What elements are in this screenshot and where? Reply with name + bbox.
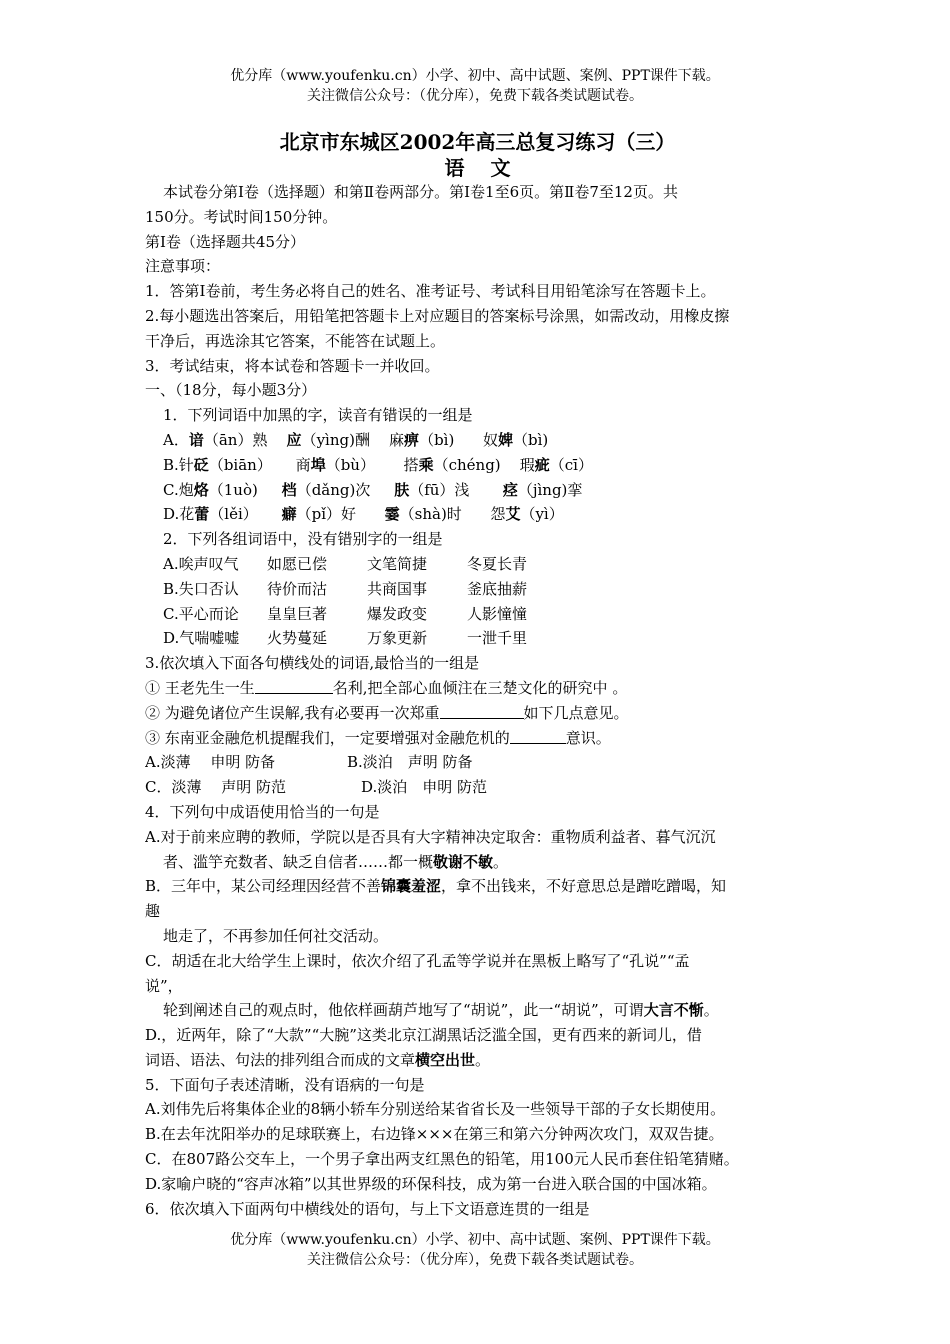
q1-c-char-4: 痉 — [502, 480, 518, 499]
q1-c-pinyin-3: （fū）浅 — [409, 480, 470, 499]
header-line-2: 关注微信公众号：（优分库），免费下载各类试题试卷。 — [307, 88, 643, 104]
q2-a-2: 如愿已偿 — [267, 554, 328, 573]
q4-d-idiom: 横空出世 — [415, 1050, 476, 1069]
q1-a-prefix: A． — [163, 430, 189, 449]
q4-d-end: 。 — [475, 1050, 491, 1069]
q3-sentence-3 — [145, 726, 810, 751]
q4-b-rest: ，拿不出钱来，不好意思总是蹭吃蹭喝，知 — [441, 877, 727, 896]
q4-option-b-1 — [145, 874, 810, 899]
q2-b-2: 待价而沽 — [267, 579, 328, 598]
header-line-1: 优分库（www.youfenku.cn）小学、初中、高中试题、案例、PPT课件下载。 — [230, 68, 720, 84]
q4-b-text: B．三年中，某公司经理因经营不善 — [145, 877, 382, 896]
q4-b-idiom: 锦囊羞涩 — [381, 877, 442, 896]
q4-a-idiom: 敬谢不敏 — [433, 852, 494, 871]
q4-c-text: 轮到阐述自己的观点时，他依样画葫芦地写了“胡说”，此一“胡说”，可谓 — [163, 1001, 644, 1020]
footer-line-1: 优分库（www.youfenku.cn）小学、初中、高中试题、案例、PPT课件下载。 — [230, 1232, 720, 1248]
q3-s2-start: ② 为避免诸位产生误解,我有必要再一次郑重 — [145, 703, 440, 722]
q1-d-char-1: 蕾 — [194, 505, 210, 524]
q1-b-pinyin-2: （bù） — [325, 455, 375, 474]
q1-d-char-2: 癖 — [281, 505, 297, 524]
q5-option-b: B.在去年沈阳举办的足球联赛上，右边锋×××在第三和第六分钟两次攻门，双双告捷。 — [145, 1125, 724, 1144]
q1-d-char-4: 艾 — [505, 505, 521, 524]
q3-sentence-2 — [145, 701, 810, 726]
q1-a-pinyin-1: （ān）熟 — [203, 430, 268, 449]
q3-s3-start: ③ 东南亚金融危机提醒我们，一定要增强对金融危机的 — [145, 728, 510, 747]
q1-c-char-1: 烙 — [193, 480, 209, 499]
q1-b-prefix: B.针 — [163, 455, 194, 474]
q1-option-b — [145, 453, 810, 478]
q4-option-d-2 — [145, 1048, 810, 1073]
q1-a-char-4: 婢 — [497, 430, 513, 449]
q1-option-d — [145, 502, 810, 527]
q2-a-1: A.唉声叹气 — [163, 554, 239, 573]
exam-title: 北京市东城区2002年高三总复习练习（三） — [279, 130, 676, 154]
q2-option-b — [145, 577, 810, 602]
q2-b-4: 釜底抽薪 — [467, 579, 528, 598]
q1-b-pre-4: 瑕 — [519, 455, 535, 474]
q1-a-char-1: 谙 — [188, 430, 204, 449]
q3-s2-end: 如下几点意见。 — [523, 703, 629, 722]
q4-a-end: 。 — [493, 852, 509, 871]
q3-s1-start: ① 王老先生一生 — [145, 678, 255, 697]
q1-b-char-4: 疵 — [534, 455, 550, 474]
q3-s1-end: 名利,把全部心血倾注在三楚文化的研究中 。 — [332, 678, 628, 697]
q4-c-idiom: 大言不惭 — [643, 1001, 704, 1020]
q3-stem: 3.依次填入下面各句横线处的词语,最恰当的一组是 — [145, 654, 480, 673]
q1-d-pinyin-3: （shà)时 — [399, 505, 462, 524]
exam-subject: 语文 — [444, 156, 537, 180]
part1-title: 第Ⅰ卷（选择题共45分） — [145, 232, 306, 251]
q1-a-char-3: 痹 — [404, 430, 420, 449]
q2-c-2: 皇皇巨著 — [267, 604, 328, 623]
q4-d-text: 词语、语法、句法的排列组合而成的文章 — [145, 1050, 416, 1069]
q5-option-c: C．在807路公交车上，一个男子拿出两支红黑色的铅笔，用100元人民币套住铅笔猜赌。 — [145, 1150, 739, 1169]
q2-b-1: B.失口否认 — [163, 579, 239, 598]
q6-stem: 6．依次填入下面两句中横线处的语句，与上下文语意连贯的一组是 — [145, 1199, 590, 1218]
q4-option-a-2 — [145, 850, 810, 875]
q1-a-char-2: 应 — [286, 430, 302, 449]
q1-b-pinyin-1: （biān） — [208, 455, 272, 474]
q1-c-char-3: 肤 — [394, 480, 410, 499]
q1-option-c — [145, 478, 810, 503]
q1-b-pinyin-4: （cī） — [549, 455, 593, 474]
q1-d-pre-4: 怨 — [490, 505, 506, 524]
q5-option-d: D.家喻户晓的“容声冰箱”以其世界级的环保科技，成为第一台进入联合国的中国冰箱。 — [145, 1174, 717, 1193]
q1-c-prefix: C.炮 — [163, 480, 194, 499]
q3-blank-2 — [440, 702, 524, 719]
intro-line-1: 本试卷分第Ⅰ卷（选择题）和第Ⅱ卷两部分。第Ⅰ卷1至6页。第Ⅱ卷7至12页。共 — [163, 183, 678, 201]
q2-option-c — [145, 602, 810, 627]
note-2-cont: 干净后，再选涂其它答案，不能答在试题上。 — [145, 331, 446, 350]
q1-a-pinyin-3: （bì) — [419, 430, 455, 449]
footer-line-2: 关注微信公众号：（优分库），免费下载各类试题试卷。 — [307, 1252, 643, 1268]
exam-content — [145, 128, 810, 1221]
q1-d-pinyin-2: （pǐ）好 — [296, 505, 357, 524]
q2-d-3: 万象更新 — [367, 629, 428, 648]
q2-stem: 2．下列各组词语中，没有错别字的一组是 — [163, 530, 443, 549]
q2-option-a — [145, 552, 810, 577]
q3-blank-3 — [510, 727, 566, 744]
page-footer — [0, 1230, 950, 1270]
q4-option-c-1: C．胡适在北大给学生上课时，依次介绍了孔孟等学说并在黑板上略写了“孔说”“孟 — [145, 951, 690, 970]
q1-b-char-3: 乘 — [418, 455, 434, 474]
section-1-title: 一、（18分，每小题3分） — [145, 381, 317, 400]
q5-stem: 5．下面句子表述清晰，没有语病的一句是 — [145, 1075, 425, 1094]
q3-option-b: B.淡泊 声明 防备 — [347, 753, 473, 772]
q1-option-a — [145, 428, 810, 453]
q3-option-d: D.淡泊 申明 防范 — [361, 778, 488, 797]
q3-option-a: A.淡薄 申明 防备 — [145, 753, 276, 772]
q2-a-3: 文笔简捷 — [367, 554, 428, 573]
notes-title: 注意事项： — [145, 257, 221, 276]
q3-options-cd — [145, 775, 810, 800]
q4-stem: 4．下列句中成语使用恰当的一句是 — [145, 802, 380, 821]
q1-d-pinyin-4: （yì） — [520, 505, 564, 524]
q5-option-a: A.刘伟先后将集体企业的8辆小轿车分别送给某省省长及一些领导干部的子女长期使用。 — [145, 1100, 726, 1119]
q1-b-char-2: 埠 — [310, 455, 326, 474]
q1-b-pre-2: 商 — [295, 455, 311, 474]
q2-a-4: 冬夏长青 — [467, 554, 528, 573]
q1-c-char-2: 档 — [281, 480, 297, 499]
q3-option-c: C．淡薄 声明 防范 — [145, 778, 287, 797]
q1-stem: 1．下列词语中加黑的字，读音有错误的一组是 — [163, 406, 473, 425]
note-1: 1．答第Ⅰ卷前，考生务必将自己的姓名、准考证号、考试科目用铅笔涂写在答题卡上。 — [145, 282, 716, 301]
note-3: 3．考试结束，将本试卷和答题卡一并收回。 — [145, 356, 440, 375]
note-2: 2.每小题选出答案后，用铅笔把答题卡上对应题目的答案标号涂黑，如需改动，用橡皮擦 — [145, 306, 730, 325]
q1-d-prefix: D.花 — [163, 505, 195, 524]
q2-d-2: 火势蔓延 — [267, 629, 328, 648]
q4-a-text: 者、滥竽充数者、缺乏自信者……都一概 — [163, 852, 434, 871]
q2-c-3: 爆发政变 — [367, 604, 428, 623]
q4-option-b-2: 趣 — [145, 902, 161, 921]
q1-b-char-1: 砭 — [193, 455, 209, 474]
q4-c-end: 。 — [703, 1001, 719, 1020]
q2-c-4: 人影憧憧 — [467, 604, 528, 623]
q1-d-char-3: 霎 — [384, 505, 400, 524]
intro-line-2: 150分。考试时间150分钟。 — [145, 207, 338, 226]
q3-s3-end: 意识。 — [565, 728, 611, 747]
q3-blank-1 — [255, 677, 333, 694]
q1-a-pinyin-2: （yìng)酬 — [301, 430, 370, 449]
q1-c-pinyin-2: （dǎng)次 — [296, 480, 371, 499]
q1-b-pre-3: 搭 — [403, 455, 419, 474]
q1-c-pinyin-4: （jìng)挛 — [517, 480, 583, 499]
q1-b-pinyin-3: （chéng) — [433, 455, 501, 474]
q1-c-pinyin-1: （1uò) — [208, 480, 258, 499]
q1-a-pre-4: 奴 — [482, 430, 498, 449]
q2-option-d — [145, 626, 810, 651]
q1-a-pinyin-4: （bì) — [512, 430, 549, 449]
q2-d-4: 一泄千里 — [467, 629, 528, 648]
q2-b-3: 共商国事 — [367, 579, 428, 598]
q3-sentence-1 — [145, 676, 810, 701]
q3-options-ab — [145, 750, 810, 775]
q1-a-pre-3: 麻 — [389, 430, 405, 449]
q4-option-d-1: D.，近两年，除了“大款”“大腕”这类北京江湖黑话泛滥全国，更有西来的新词儿，借 — [145, 1026, 702, 1045]
q2-c-1: C.平心而论 — [163, 604, 239, 623]
q4-option-c-2: 说”， — [145, 976, 183, 995]
q1-d-pinyin-1: （lěi） — [209, 505, 258, 524]
page-header — [0, 66, 950, 106]
q4-option-a-1: A.对于前来应聘的教师，学院以是否具有大字精神决定取舍：重物质利益者、暮气沉沉 — [145, 827, 716, 846]
q4-option-c-3 — [145, 998, 810, 1023]
q2-d-1: D.气喘嘘嘘 — [163, 629, 240, 648]
q4-option-b-3: 地走了，不再参加任何社交活动。 — [163, 926, 389, 945]
